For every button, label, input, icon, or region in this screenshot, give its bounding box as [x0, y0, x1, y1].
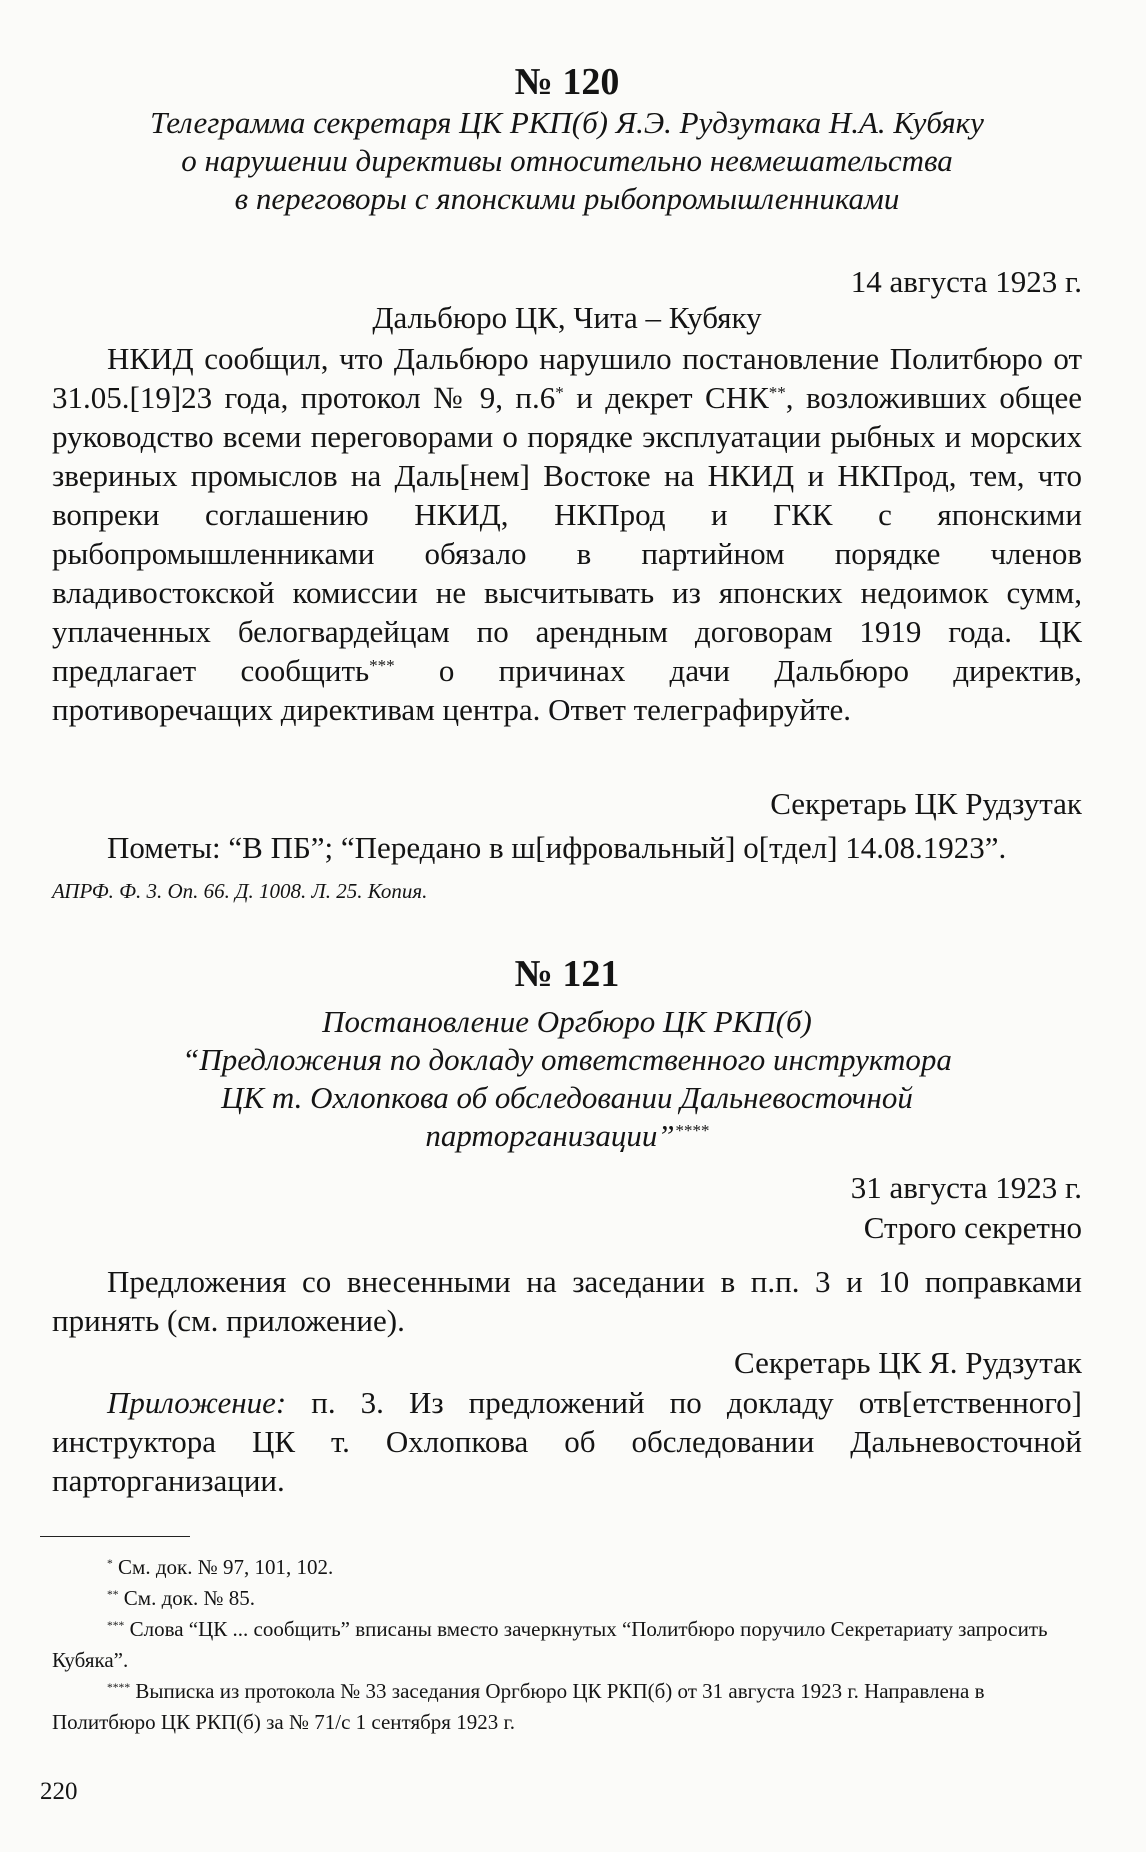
doc120-title — [52, 104, 1082, 218]
doc121-date: 31 августа 1923 г. — [850, 1170, 1082, 1205]
footnote-mark: ** — [107, 1589, 119, 1602]
footnote-ref-2: ** — [768, 382, 786, 402]
doc120-text-2: и декрет СНК — [563, 380, 769, 415]
doc120-notes-block — [52, 828, 1082, 867]
doc121-title-line: парторганизации” — [425, 1118, 675, 1153]
footnote-ref-1: * — [555, 382, 564, 402]
doc121-title-line: “Предложения по докладу ответственного инструктора — [182, 1042, 952, 1077]
page-number: 220 — [40, 1778, 78, 1805]
doc121-title-line-last — [52, 1117, 1082, 1155]
doc120-body — [52, 339, 1082, 729]
footnote-item — [52, 1614, 1082, 1676]
doc121-signature: Секретарь ЦК Я. Рудзутак — [734, 1345, 1082, 1380]
doc120-text-3: , возложивших общее руководство всеми переговорами о порядке эксплуатации рыбных и морских звериных промыслов на Даль[нем] Востоке на НКИД и НКПрод, тем, что вопреки соглашению НКИД, НКПрод и ГКК с японскими рыбопромышленниками обязало в партийном порядке членов владивостокской комиссии не высчитывать из японских недоимок сумм, уплаченных белогвардейцам по арендным договорам 1919 года. ЦК предлагает сообщить — [52, 380, 1083, 688]
doc120-number: № 120 — [514, 61, 620, 103]
doc120-title-line: в переговоры с японскими рыбопромышленниками — [234, 181, 900, 216]
doc120-text-1: НКИД сообщил, что Дальбюро нарушило постановление Политбюро от 31.05.[19]23 года, протокол № 9, п.6 — [52, 341, 1082, 415]
footnote-mark: *** — [107, 1620, 125, 1633]
doc120-date: 14 августа 1923 г. — [850, 264, 1082, 299]
doc121-classification: Строго секретно — [863, 1210, 1082, 1245]
doc121-appendix-text: п. 3. Из предложений по докладу отв[етственного] инструктора ЦК т. Охлопкова об обследовании Дальневосточной парторганизации. — [52, 1385, 1082, 1498]
doc121-appendix-paragraph — [52, 1383, 1082, 1500]
footnote-mark: * — [107, 1558, 113, 1571]
doc120-source: АПРФ. Ф. 3. Оп. 66. Д. 1008. Л. 25. Копия. — [52, 879, 428, 903]
footnote-ref-4: **** — [674, 1120, 709, 1140]
doc121-title-line: ЦК т. Охлопкова об обследовании Дальневосточной — [221, 1080, 913, 1115]
doc120-notes: Пометы: “В ПБ”; “Передано в ш[ифровальный] о[тдел] 14.08.1923”. — [107, 830, 1007, 865]
footnote-divider — [40, 1536, 190, 1537]
doc120-signature: Секретарь ЦК Рудзутак — [770, 786, 1082, 821]
footnote-item — [52, 1552, 1082, 1583]
footnote-text: Слова “ЦК ... сообщить” вписаны вместо зачеркнутых “Политбюро поручило Секретариату запросить Кубяка”. — [52, 1617, 1048, 1672]
footnote-mark: **** — [107, 1682, 131, 1695]
footnote-item — [52, 1676, 1082, 1738]
doc120-paragraph — [52, 339, 1082, 729]
doc121-appendix — [52, 1383, 1082, 1500]
doc121-title — [52, 1003, 1082, 1155]
doc120-text-4: о причинах дачи Дальбюро директив, противоречащих директивам центра. Ответ телеграфируйте. — [52, 653, 1082, 727]
footnote-text: См. док. № 85. — [118, 1586, 256, 1610]
doc121-body — [52, 1262, 1082, 1340]
doc121-title-line: Постановление Оргбюро ЦК РКП(б) — [322, 1004, 812, 1039]
doc121-appendix-label: Приложение: — [107, 1385, 287, 1420]
footnote-text: Выписка из протокола № 33 заседания Оргбюро ЦК РКП(б) от 31 августа 1923 г. Направлена в Политбюро ЦК РКП(б) за № 71/с 1 сентября 1923 г. — [52, 1679, 985, 1734]
footnote-ref-3: *** — [369, 655, 395, 675]
footnote-text: См. док. № 97, 101, 102. — [112, 1555, 334, 1579]
doc121-paragraph: Предложения со внесенными на заседании в п.п. 3 и 10 поправками принять (см. приложение). — [52, 1264, 1082, 1338]
doc120-title-line: Телеграмма секретаря ЦК РКП(б) Я.Э. Рудзутака Н.А. Кубяку — [150, 105, 984, 140]
footnotes — [52, 1552, 1082, 1738]
doc120-address: Дальбюро ЦК, Чита – Кубяку — [372, 300, 762, 335]
doc121-number: № 121 — [514, 953, 620, 995]
doc120-title-line: о нарушении директивы относительно невмешательства — [181, 143, 953, 178]
footnote-item — [52, 1583, 1082, 1614]
